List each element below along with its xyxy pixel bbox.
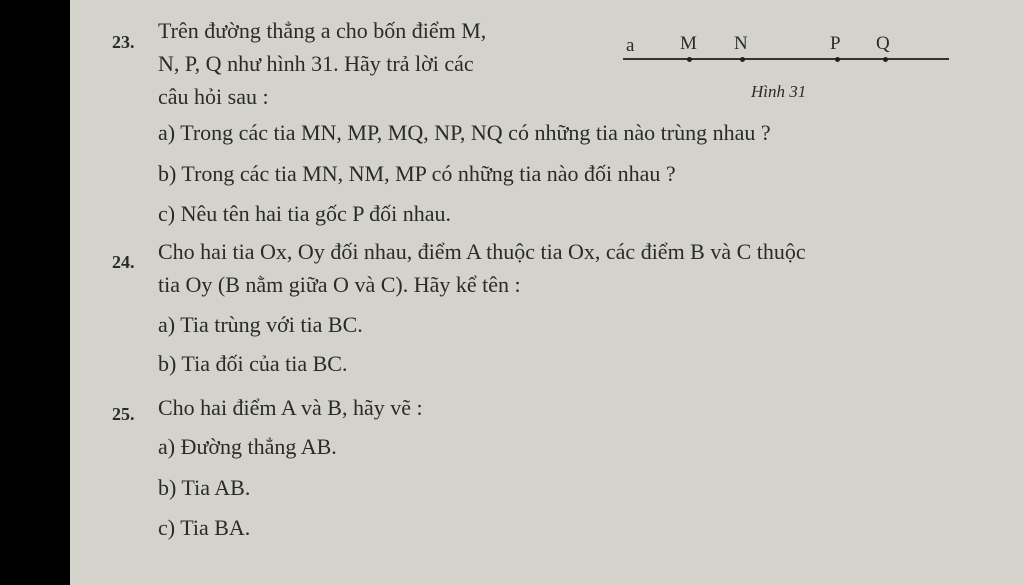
exercise-24-number: 24.	[112, 252, 135, 272]
exercise-23-number: 23.	[112, 32, 135, 52]
line-label-a: a	[626, 35, 635, 56]
exercise-25-line-1: Cho hai điểm A và B, hãy vẽ :	[158, 395, 423, 420]
exercise-25-part-b: b) Tia AB.	[158, 475, 251, 500]
exercise-24-line-2: tia Oy (B nằm giữa O và C). Hãy kể tên :	[158, 272, 521, 297]
point-label-p: P	[830, 33, 841, 54]
exercise-23-part-b: b) Trong các tia MN, NM, MP có những tia nào đối nhau ?	[158, 161, 676, 186]
exercise-24-part-a: a) Tia trùng với tia BC.	[158, 312, 363, 337]
exercise-23-line-1: Trên đường thẳng a cho bốn điểm M,	[158, 18, 487, 43]
line-a	[623, 58, 949, 60]
point-q	[883, 57, 888, 62]
exercise-24-part-b: b) Tia đối của tia BC.	[158, 351, 348, 376]
figure-caption: Hình 31	[751, 82, 807, 101]
point-p	[835, 57, 840, 62]
point-m	[687, 57, 692, 62]
textbook-page	[70, 0, 1024, 585]
exercise-25-number: 25.	[112, 404, 135, 424]
exercise-23-part-c: c) Nêu tên hai tia gốc P đối nhau.	[158, 201, 452, 226]
exercise-23-line-2: N, P, Q như hình 31. Hãy trả lời các	[158, 51, 474, 76]
exercise-23-line-3: câu hỏi sau :	[158, 84, 269, 109]
exercise-23-part-a: a) Trong các tia MN, MP, MQ, NP, NQ có những tia nào trùng nhau ?	[158, 120, 771, 145]
point-label-q: Q	[876, 33, 890, 54]
point-label-n: N	[734, 33, 748, 54]
exercise-25-part-c: c) Tia BA.	[158, 515, 251, 540]
exercise-25-part-a: a) Đường thẳng AB.	[158, 434, 337, 459]
exercise-24-line-1: Cho hai tia Ox, Oy đối nhau, điểm A thuộc tia Ox, các điểm B và C thuộc	[158, 239, 806, 264]
point-n	[740, 57, 745, 62]
point-label-m: M	[680, 33, 697, 54]
